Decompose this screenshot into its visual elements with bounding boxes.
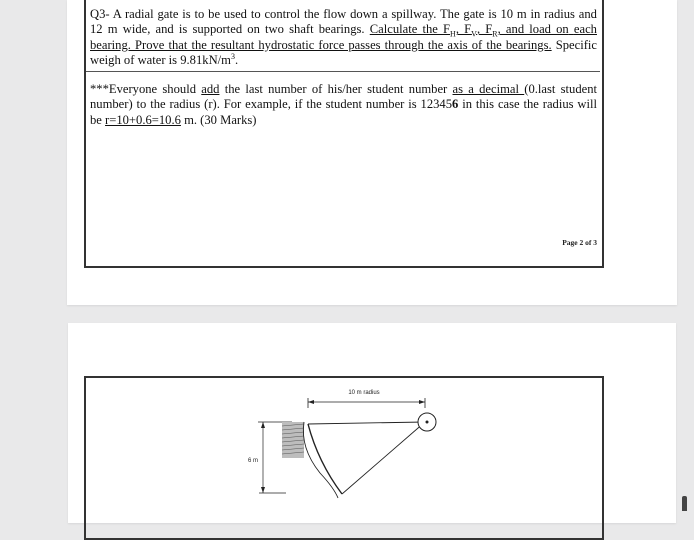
depth-label: 6 m <box>247 458 258 464</box>
diagram-frame <box>84 376 604 540</box>
question-frame <box>84 0 604 268</box>
q-line-1: Q3- A radial gate is to be used to control the flow down a spillway. The gate is 10 m in radius <box>90 7 575 21</box>
q-line-2a: and 12 m wide, and is supported on two shaft bearings. <box>90 7 597 37</box>
q-sup-3: 3 <box>230 52 235 62</box>
radius-label: 10 m radius <box>348 390 380 396</box>
question-paragraph: Q3- A radial gate is to be used to control the flow down a spillway. The gate is 10 m in radius and 12 m wide, and is supported on two shaft bearings. Calculate the $F_H$, $F_V$, $F_R$, and load on each bearing. Prove that the resultant hydrostatic force passes through the axis of the bearings. Specific weigh of water is $9.81kN/m^3$. <box>90 7 597 68</box>
radius-formula: r=10+0.6=10.6 <box>105 112 181 127</box>
gate-arc <box>308 424 342 494</box>
scrollbar-thumb[interactable] <box>682 496 687 511</box>
water-body <box>282 422 304 458</box>
add-underlined: add <box>201 82 220 96</box>
highlight-digit: 6 <box>452 97 459 112</box>
q-specific-weight: Specific weigh of water is 9.81kN/m <box>90 37 597 68</box>
document-page-3 <box>68 323 676 523</box>
decimal-underlined: as a decimal <box>452 82 525 96</box>
document-page-2 <box>67 0 677 305</box>
page-number: Page 2 of 3 <box>562 238 597 247</box>
radial-gate-diagram <box>86 378 602 538</box>
divider <box>86 71 600 72</box>
lower-arm <box>342 422 425 494</box>
upper-arm <box>308 422 425 424</box>
q-task-underlined: Calculate the $F_H$, $F_V$, $F_R$, and load on each bearing. Prove that the resultant hydrostatic force passes through the axis of the bearings. <box>90 22 597 52</box>
instruction-paragraph: ***Everyone should add the last number of his/her student number as a decimal (0.last student number) to the radius (r). For example, if the student number is 123456 in this case the radius will be r=10+0.6=10.6 m. (30 Marks) <box>90 82 598 127</box>
